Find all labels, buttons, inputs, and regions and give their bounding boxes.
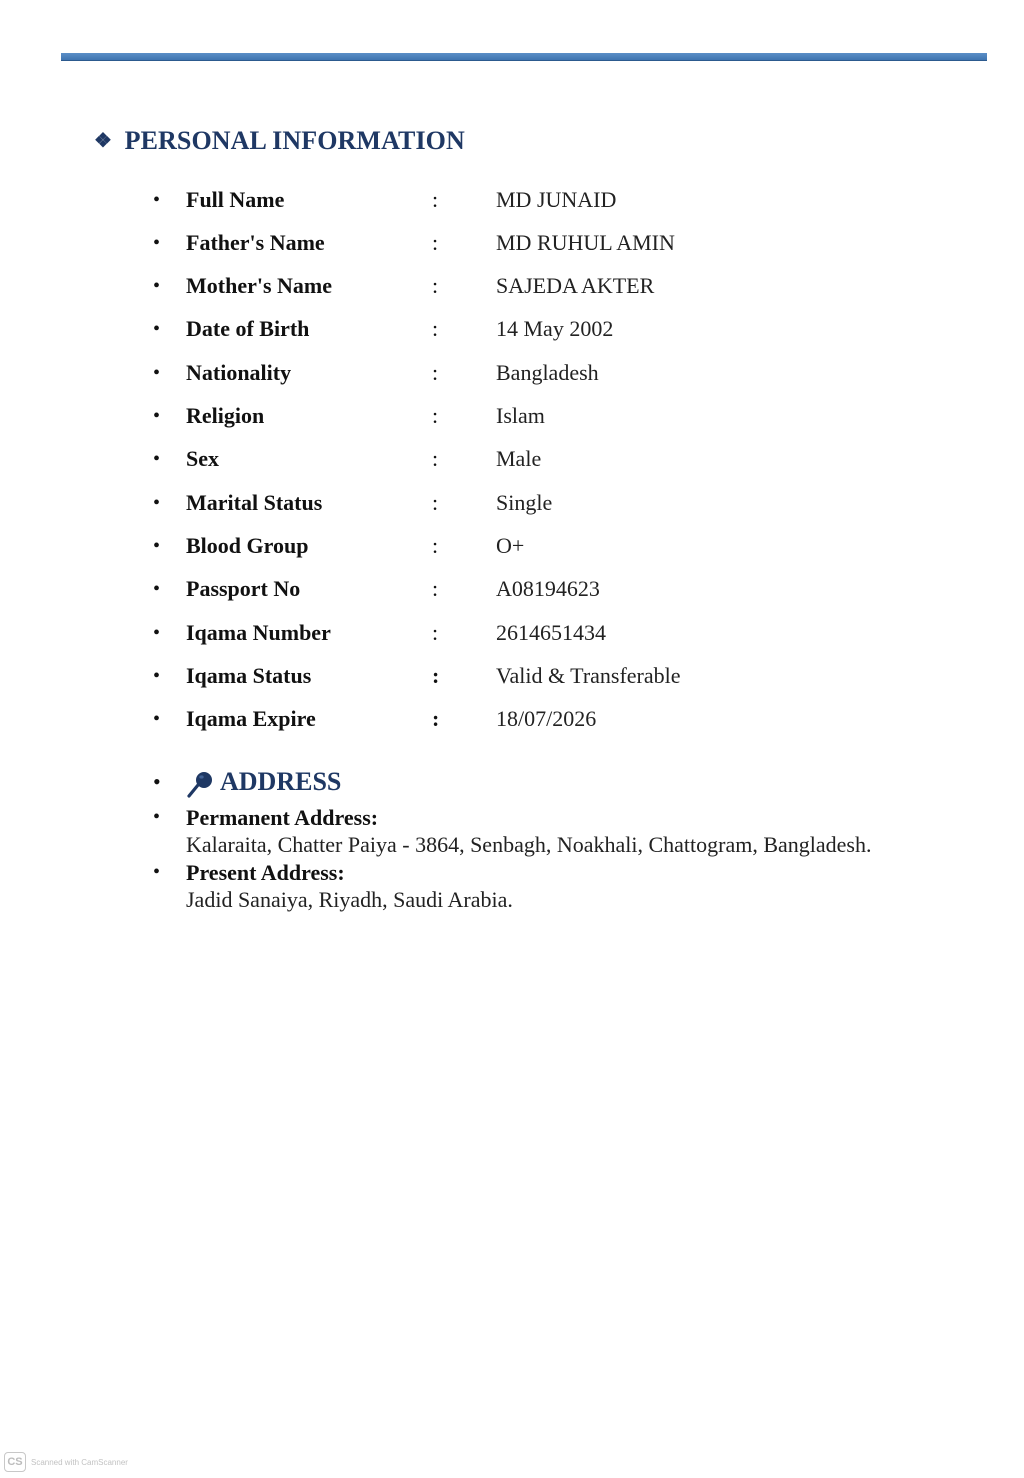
bullet-icon: • <box>153 232 161 254</box>
info-label: Marital Status <box>186 490 323 515</box>
info-row-mothers-name <box>0 271 1024 301</box>
present-address-label: Present Address: <box>186 860 345 885</box>
info-value: Islam <box>496 403 545 428</box>
info-separator: : <box>432 576 439 601</box>
info-separator: : <box>432 187 439 212</box>
section-title: PERSONAL INFORMATION <box>124 126 465 155</box>
info-separator: : <box>432 620 439 645</box>
info-row-iqama-status <box>0 661 1024 691</box>
camscanner-logo-icon: CS <box>4 1452 26 1472</box>
info-separator: : <box>432 490 439 515</box>
info-label: Mother's Name <box>186 273 333 298</box>
info-separator: : <box>432 706 440 731</box>
info-label: Father's Name <box>186 230 325 255</box>
bullet-icon: • <box>153 806 161 828</box>
info-label: Religion <box>186 403 265 428</box>
bullet-icon: • <box>153 861 161 883</box>
info-row-iqama-number <box>0 618 1024 648</box>
bullet-icon: • <box>153 448 161 470</box>
info-value: A08194623 <box>496 576 600 601</box>
info-label: Passport No <box>186 576 301 601</box>
info-label: Nationality <box>186 360 292 385</box>
info-row-sex <box>0 444 1024 474</box>
info-separator: : <box>432 446 439 471</box>
info-label: Date of Birth <box>186 316 310 341</box>
info-label: Full Name <box>186 187 285 212</box>
info-value: Bangladesh <box>496 360 599 385</box>
info-label: Iqama Status <box>186 663 312 688</box>
bullet-icon: • <box>153 318 161 340</box>
info-row-marital-status <box>0 488 1024 518</box>
bullet-icon: • <box>153 362 161 384</box>
bullet-icon: • <box>153 708 161 730</box>
info-label: Iqama Expire <box>186 706 316 731</box>
info-row-blood-group <box>0 531 1024 561</box>
permanent-address-label: Permanent Address: <box>186 805 379 830</box>
bullet-icon: • <box>153 578 161 600</box>
info-value: 14 May 2002 <box>496 316 614 341</box>
info-separator: : <box>432 230 439 255</box>
info-value: Single <box>496 490 553 515</box>
info-label: Sex <box>186 446 219 471</box>
bullet-icon: • <box>153 405 161 427</box>
info-separator: : <box>432 360 439 385</box>
info-value: Male <box>496 446 542 471</box>
permanent-address-value: Kalaraita, Chatter Paiya - 3864, Senbagh, Noakhali, Chattogram, Bangladesh. <box>186 832 872 857</box>
info-row-passport-no <box>0 574 1024 604</box>
info-row-religion <box>0 401 1024 431</box>
info-row-date-of-birth <box>0 314 1024 344</box>
bullet-icon: • <box>153 535 161 557</box>
present-address-value: Jadid Sanaiya, Riyadh, Saudi Arabia. <box>186 887 513 912</box>
info-value: 18/07/2026 <box>496 706 597 731</box>
bullet-icon: • <box>153 189 161 211</box>
bullet-icon: • <box>153 769 161 794</box>
info-separator: : <box>432 273 439 298</box>
info-value: SAJEDA AKTER <box>496 273 655 298</box>
address-title: ADDRESS <box>220 767 342 796</box>
info-value: O+ <box>496 533 525 558</box>
camscanner-watermark <box>4 1452 128 1472</box>
info-separator: : <box>432 533 439 558</box>
info-separator: : <box>432 663 440 688</box>
info-value: Valid & Transferable <box>496 663 681 688</box>
diamond-ornament-icon: ❖ <box>94 130 113 152</box>
pin-icon <box>186 770 214 798</box>
info-row-iqama-expire <box>0 704 1024 734</box>
bullet-icon: • <box>153 275 161 297</box>
bullet-icon: • <box>153 492 161 514</box>
top-divider-rule <box>61 53 987 60</box>
info-label: Iqama Number <box>186 620 331 645</box>
info-row-nationality <box>0 358 1024 388</box>
info-row-fathers-name <box>0 228 1024 258</box>
info-value: MD JUNAID <box>496 187 617 212</box>
address-heading <box>0 767 1024 801</box>
info-value: MD RUHUL AMIN <box>496 230 675 255</box>
bullet-icon: • <box>153 622 161 644</box>
watermark-text: Scanned with CamScanner <box>31 1457 128 1467</box>
bullet-icon: • <box>153 665 161 687</box>
section-heading-personal-information <box>94 126 465 156</box>
info-value: 2614651434 <box>496 620 606 645</box>
info-separator: : <box>432 316 439 341</box>
info-label: Blood Group <box>186 533 309 558</box>
info-row-full-name <box>0 185 1024 215</box>
info-separator: : <box>432 403 439 428</box>
